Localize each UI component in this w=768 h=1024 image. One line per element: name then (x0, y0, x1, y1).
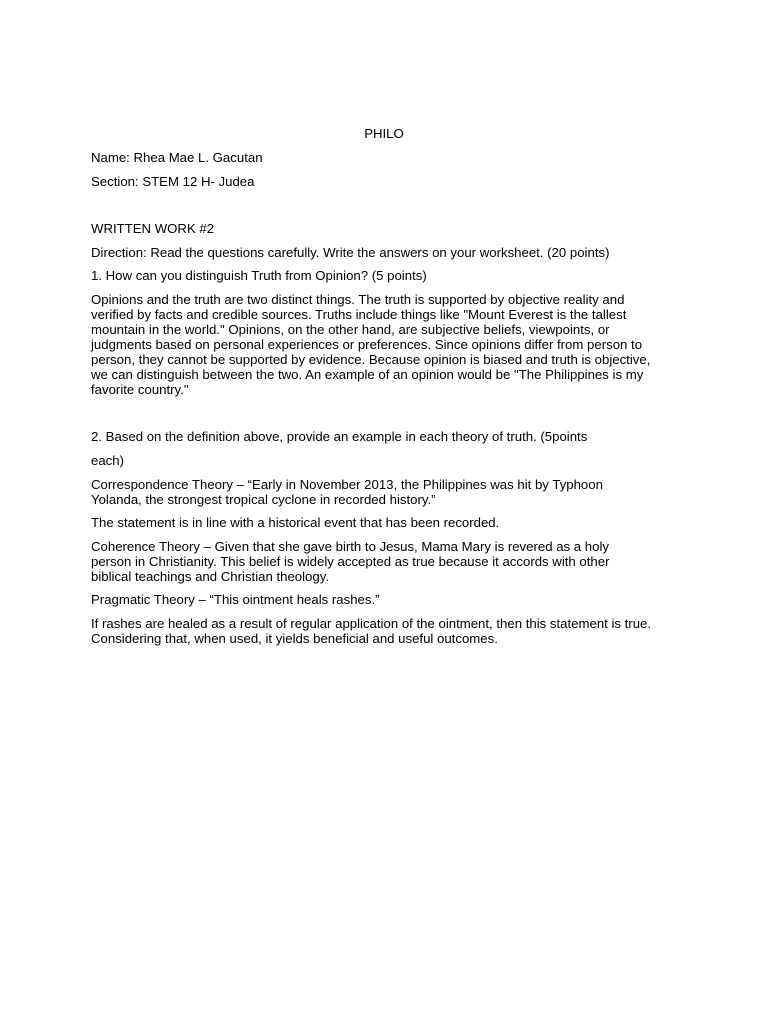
coherence-line: Coherence Theory – Given that she gave birth to Jesus, Mama Mary is revered as a holy (91, 539, 609, 554)
answer-1-line: favorite country." (91, 382, 189, 397)
answer-1-line: verified by facts and credible sources. Truths include things like "Mount Everest is the tallest (91, 307, 627, 322)
answer-1-line: Opinions and the truth are two distinct things. The truth is supported by objective reality and (91, 292, 625, 307)
answer-1-line: person, they cannot be supported by evidence. Because opinion is biased and truth is objective, (91, 352, 651, 367)
student-name: Name: Rhea Mae L. Gacutan (91, 150, 263, 165)
correspondence-line: Yolanda, the strongest tropical cyclone in recorded history.” (91, 492, 436, 507)
pragmatic-explanation-line: If rashes are healed as a result of regular application of the ointment, then this statement is true. (91, 616, 652, 631)
student-section: Section: STEM 12 H- Judea (91, 174, 255, 189)
question-1: 1. How can you distinguish Truth from Opinion? (5 points) (91, 268, 427, 283)
pragmatic-theory: Pragmatic Theory – “This ointment heals rashes.” (91, 592, 380, 607)
correspondence-explanation: The statement is in line with a historical event that has been recorded. (91, 515, 500, 530)
coherence-line: person in Christianity. This belief is widely accepted as true because it accords with other (91, 554, 610, 569)
coherence-line: biblical teachings and Christian theology. (91, 569, 330, 584)
answer-1-line: mountain in the world." Opinions, on the other hand, are subjective beliefs, viewpoints, or (91, 322, 610, 337)
question-2-line-1: 2. Based on the definition above, provide an example in each theory of truth. (5points (91, 429, 588, 444)
work-title: WRITTEN WORK #2 (91, 221, 215, 236)
answer-1-line: we can distinguish between the two. An example of an opinion would be "The Philippines is my (91, 367, 644, 382)
document-title: PHILO (364, 126, 404, 141)
question-2-line-2: each) (91, 453, 124, 468)
correspondence-line: Correspondence Theory – “Early in November 2013, the Philippines was hit by Typhoon (91, 477, 603, 492)
direction-text: Direction: Read the questions carefully. Write the answers on your worksheet. (20 points) (91, 245, 610, 260)
pragmatic-explanation-line: Considering that, when used, it yields beneficial and useful outcomes. (91, 631, 498, 646)
answer-1-line: judgments based on personal experiences or preferences. Since opinions differ from person to (91, 337, 643, 352)
